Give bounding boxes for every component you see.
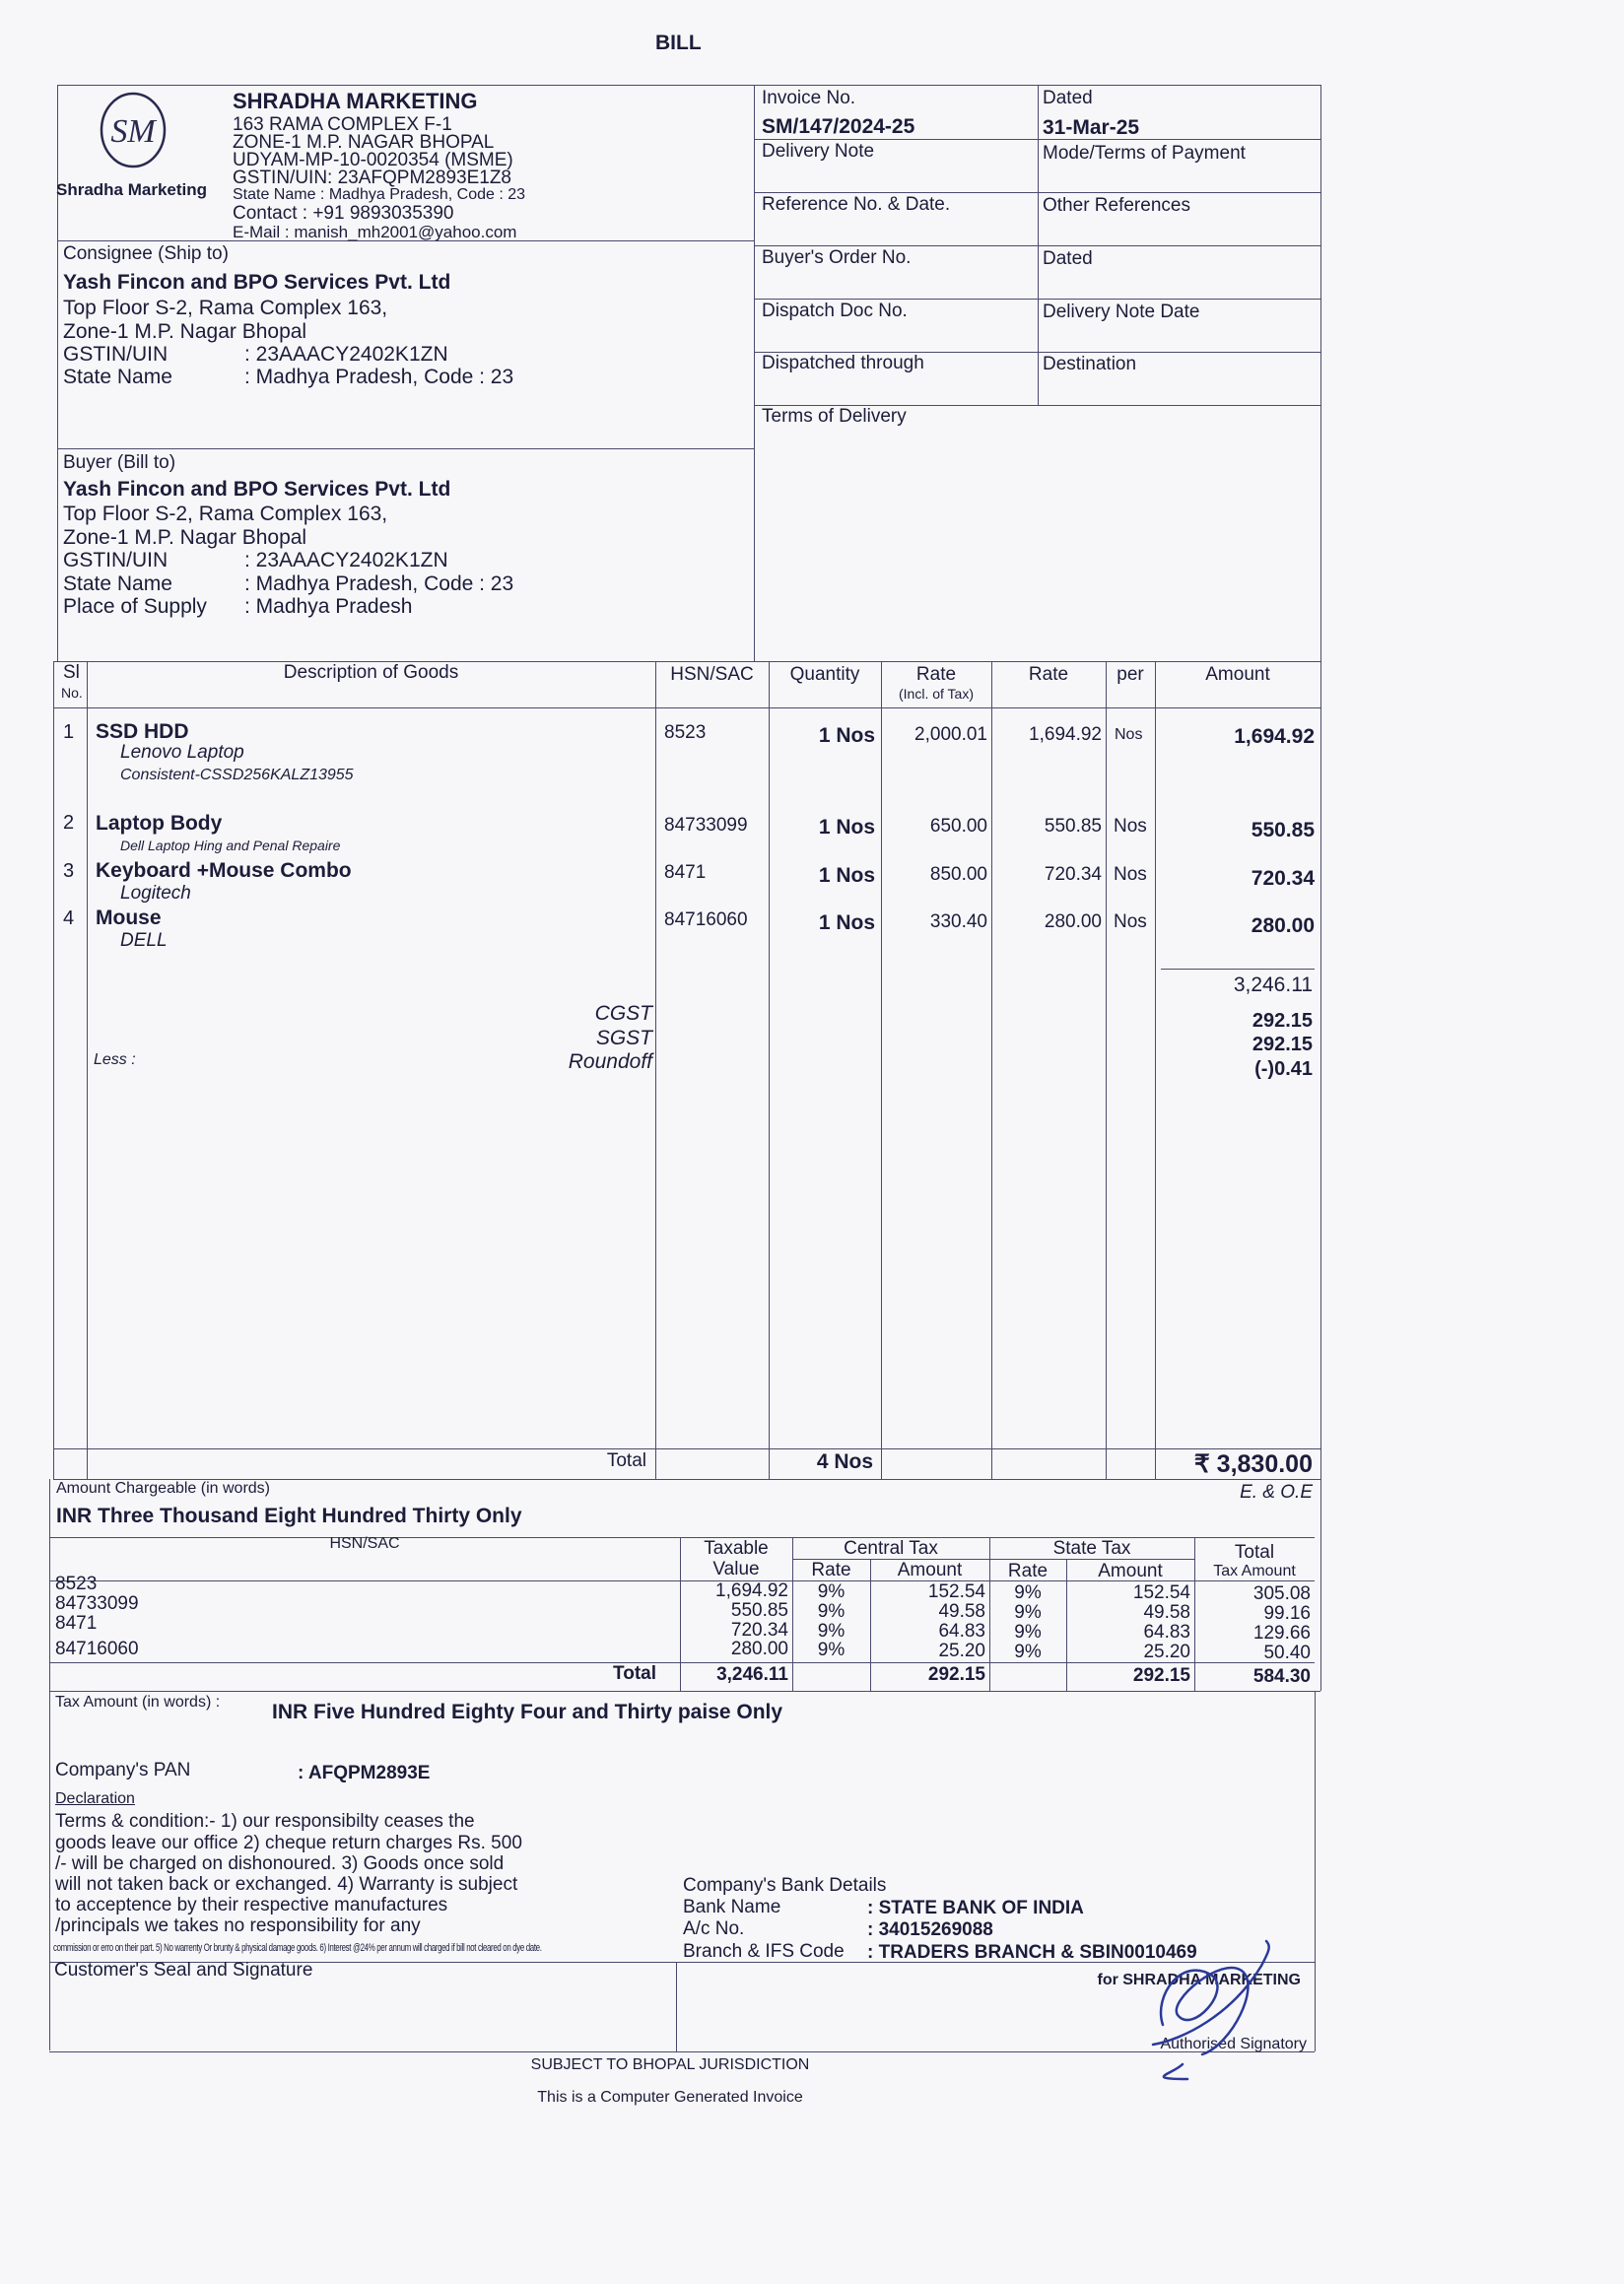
col-amount-header: Amount — [1205, 664, 1270, 685]
tax-words-label: Tax Amount (in words) : — [55, 1694, 221, 1711]
total-qty: 4 Nos — [816, 1450, 873, 1473]
tax-total-label: Total — [613, 1663, 656, 1684]
buyer-address: Zone-1 M.P. Nagar Bhopal — [63, 526, 307, 549]
mode-terms-label: Mode/Terms of Payment — [1043, 143, 1246, 164]
col-hsn-header: HSN/SAC — [670, 664, 754, 685]
item-name: Mouse — [96, 907, 162, 929]
item-per: Nos — [1114, 911, 1147, 932]
cgst-label: CGST — [594, 1002, 652, 1025]
tax-total-amount: 584.30 — [1252, 1666, 1311, 1687]
declaration-line: /- will be charged on dishonoured. 3) Goods once sold — [55, 1853, 505, 1874]
tax-row-state-rate: 9% — [1014, 1582, 1042, 1603]
consignee-state: : Madhya Pradesh, Code : 23 — [244, 366, 514, 388]
tax-row-state-rate: 9% — [1014, 1642, 1042, 1662]
invoice-date: 31-Mar-25 — [1043, 116, 1140, 139]
sgst-amount: 292.15 — [1252, 1034, 1313, 1055]
frame-top — [57, 85, 1320, 86]
frame-left-lower — [49, 1479, 50, 2050]
item-rate-incl: 850.00 — [929, 864, 987, 885]
tax-state-amount-header: Amount — [1098, 1561, 1163, 1581]
handwritten-signature-icon — [1123, 1916, 1281, 2084]
header-divider — [754, 85, 755, 661]
jurisdiction-note: SUBJECT TO BHOPAL JURISDICTION — [530, 2056, 810, 2073]
invoice-no: SM/147/2024-25 — [762, 115, 915, 138]
tax-in-words: INR Five Hundred Eighty Four and Thirty paise Only — [272, 1701, 783, 1723]
col-sl-header: Sl — [63, 662, 80, 683]
amount-in-words: INR Three Thousand Eight Hundred Thirty Only — [56, 1505, 522, 1527]
col-rate-incl-subheader: (Incl. of Tax) — [899, 686, 974, 702]
roundoff-label: Roundoff — [568, 1050, 652, 1073]
consignee-heading: Consignee (Ship to) — [63, 243, 229, 264]
col-quantity-header: Quantity — [789, 664, 860, 685]
consignee-name: Yash Fincon and BPO Services Pvt. Ltd — [63, 271, 451, 294]
less-label: Less : — [94, 1051, 136, 1068]
buyer-state: : Madhya Pradesh, Code : 23 — [244, 572, 514, 595]
declaration-fine-print: commission or erro on their part. 5) No warrenty Or brunty & physical damage goods. 6) Interest @24% per annum will charged if bill not cleared on dye date. — [53, 1942, 542, 1954]
logo-caption: Shradha Marketing — [56, 180, 208, 199]
frame-right-upper — [1320, 85, 1321, 1691]
consignee-address: Zone-1 M.P. Nagar Bhopal — [63, 320, 307, 343]
item-name: Keyboard +Mouse Combo — [96, 859, 352, 882]
amount-words-label: Amount Chargeable (in words) — [56, 1480, 270, 1497]
tax-row-taxable: 720.34 — [730, 1620, 788, 1641]
tax-total-header: Tax Amount — [1213, 1563, 1296, 1579]
pan-label: Company's PAN — [55, 1760, 191, 1780]
bank-account: : 34015269088 — [867, 1919, 993, 1940]
tax-row-central-rate: 9% — [817, 1581, 846, 1602]
tax-taxable-header: Value — [712, 1559, 760, 1579]
item-sl: 4 — [63, 907, 75, 929]
buyer-gstin: : 23AAACY2402K1ZN — [244, 549, 448, 571]
col-rate-divider — [1106, 661, 1107, 1479]
eoe-label: E. & O.E — [1240, 1482, 1313, 1503]
tax-state-header: State Tax — [1052, 1538, 1131, 1559]
tax-state-rate-header: Rate — [1007, 1561, 1049, 1581]
tax-row-state-amount: 49.58 — [1143, 1602, 1190, 1623]
item-sl: 3 — [63, 860, 75, 882]
item-per: Nos — [1114, 864, 1147, 885]
subtotal-line — [1161, 969, 1315, 970]
tax-row-central-rate: 9% — [817, 1601, 846, 1622]
item-name: Laptop Body — [96, 812, 223, 835]
seller-line: UDYAM-MP-10-0020354 (MSME) — [233, 150, 513, 170]
tax-row-central-amount: 25.20 — [938, 1641, 985, 1661]
col-rate-header: Rate — [1028, 664, 1069, 685]
item-amount: 280.00 — [1251, 914, 1315, 937]
item-hsn: 8523 — [664, 722, 707, 743]
item-sl: 2 — [63, 812, 75, 834]
item-hsn: 8471 — [664, 862, 707, 883]
destination-label: Destination — [1043, 354, 1137, 374]
dated-label: Dated — [1043, 88, 1093, 108]
dispatch-doc-label: Dispatch Doc No. — [762, 301, 908, 321]
buyer-gstin-label: GSTIN/UIN — [63, 549, 169, 571]
declaration-line: to acceptence by their respective manufactures — [55, 1895, 448, 1915]
bank-name-label: Bank Name — [683, 1897, 781, 1917]
terms-delivery-label: Terms of Delivery — [762, 406, 907, 427]
item-amount: 1,694.92 — [1234, 725, 1315, 748]
tax-row-state-amount: 152.54 — [1132, 1582, 1190, 1603]
consignee-gstin: : 23AAACY2402K1ZN — [244, 343, 448, 366]
total-row-top-line — [53, 1448, 1320, 1449]
buyer-address: Top Floor S-2, Rama Complex 163, — [63, 503, 388, 525]
item-qty: 1 Nos — [818, 816, 875, 839]
tax-central-rate-header: Rate — [811, 1560, 851, 1580]
tax-table-total-line — [49, 1662, 1315, 1663]
col-rate-incl-header: Rate — [915, 664, 957, 685]
declaration-line: /principals we takes no responsibility for any — [55, 1915, 421, 1936]
authorised-signatory-label: Authorised Signatory — [1160, 2036, 1307, 2052]
col-sl-divider — [87, 661, 88, 1479]
item-per: Nos — [1115, 726, 1143, 743]
tax-row-central-amount: 49.58 — [938, 1601, 985, 1622]
tax-row-hsn: 8471 — [55, 1613, 98, 1634]
buyer-pos: : Madhya Pradesh — [244, 595, 413, 618]
declaration-line: will not taken back or exchanged. 4) Warranty is subject — [55, 1874, 518, 1895]
cgst-amount: 292.15 — [1252, 1010, 1313, 1032]
tax-row-total: 129.66 — [1252, 1623, 1311, 1644]
consignee-bottom-line — [57, 448, 754, 449]
company-logo-icon — [96, 89, 170, 177]
signature-divider — [676, 1962, 677, 2051]
tax-row-central-rate: 9% — [817, 1640, 846, 1660]
tax-subheader-line — [792, 1559, 1194, 1560]
seller-name: SHRADHA MARKETING — [233, 89, 478, 113]
roundoff-amount: (-)0.41 — [1254, 1058, 1313, 1080]
seller-line: 163 RAMA COMPLEX F-1 — [233, 114, 452, 135]
tax-row-hsn: 84733099 — [55, 1593, 139, 1614]
tax-row-state-amount: 64.83 — [1143, 1622, 1190, 1643]
item-sl: 1 — [63, 721, 75, 743]
buyer-name: Yash Fincon and BPO Services Pvt. Ltd — [63, 478, 451, 501]
svg-text:SM: SM — [110, 113, 156, 150]
delivery-note-label: Delivery Note — [762, 141, 875, 162]
bank-name: : STATE BANK OF INDIA — [867, 1898, 1084, 1918]
col-rateincl-divider — [991, 661, 992, 1479]
tax-row-central-amount: 64.83 — [938, 1621, 985, 1642]
item-amount: 550.85 — [1251, 819, 1315, 841]
tax-taxable-header: Taxable — [704, 1538, 769, 1559]
item-subtitle: DELL — [120, 930, 168, 951]
tax-total-header: Total — [1234, 1542, 1275, 1563]
items-header-line — [53, 707, 1320, 708]
item-qty: 1 Nos — [818, 911, 875, 934]
item-qty: 1 Nos — [818, 864, 875, 887]
item-rate: 1,694.92 — [1029, 724, 1102, 745]
reference-label: Reference No. & Date. — [762, 194, 951, 215]
seller-state: State Name : Madhya Pradesh, Code : 23 — [233, 186, 526, 203]
tax-hsn-header: HSN/SAC — [329, 1535, 400, 1552]
buyer-state-label: State Name — [63, 572, 172, 595]
tax-row-taxable: 550.85 — [730, 1600, 788, 1621]
declaration-line: goods leave our office 2) cheque return charges Rs. 500 — [55, 1833, 522, 1853]
tax-row-taxable: 1,694.92 — [715, 1580, 788, 1601]
order-dated-label: Dated — [1043, 248, 1093, 269]
sgst-label: SGST — [595, 1027, 652, 1049]
item-subtitle: Dell Laptop Hing and Penal Repaire — [120, 838, 341, 853]
seller-gstin: GSTIN/UIN: 23AFQPM2893E1Z8 — [233, 168, 511, 188]
frame-left-upper — [57, 85, 58, 661]
dispatched-through-label: Dispatched through — [762, 353, 924, 373]
col-qty-divider — [881, 661, 882, 1479]
grand-total: ₹ 3,830.00 — [1193, 1450, 1313, 1478]
item-rate: 550.85 — [1044, 816, 1102, 837]
tax-row-state-rate: 9% — [1014, 1602, 1042, 1623]
buyer-pos-label: Place of Supply — [63, 595, 207, 618]
item-hsn: 84716060 — [664, 909, 748, 930]
tax-central-amount-header: Amount — [897, 1560, 963, 1580]
invoice-no-label: Invoice No. — [762, 88, 856, 108]
item-rate-incl: 650.00 — [929, 816, 987, 837]
tax-total-central: 292.15 — [927, 1664, 985, 1685]
consignee-address: Top Floor S-2, Rama Complex 163, — [63, 297, 388, 319]
item-subtitle: Lenovo Laptop — [120, 742, 244, 763]
computer-generated-note: This is a Computer Generated Invoice — [537, 2089, 803, 2106]
col-hsn-divider — [769, 661, 770, 1479]
for-company-label: for SHRADHA MARKETING — [1097, 1972, 1301, 1988]
meta-line-3 — [754, 245, 1320, 246]
delivery-note-date-label: Delivery Note Date — [1043, 302, 1200, 322]
item-hsn: 84733099 — [664, 815, 748, 836]
meta-line-4 — [754, 299, 1320, 300]
tax-row-hsn: 84716060 — [55, 1639, 139, 1659]
total-label: Total — [606, 1450, 646, 1471]
tax-total-state: 292.15 — [1132, 1665, 1190, 1686]
frame-right-lower — [1315, 1691, 1316, 2051]
tax-table-bottom-line — [49, 1691, 1320, 1692]
other-references-label: Other References — [1043, 195, 1190, 216]
bank-heading: Company's Bank Details — [683, 1875, 887, 1896]
col-per-header: per — [1116, 664, 1144, 685]
seller-email: E-Mail : manish_mh2001@yahoo.com — [233, 223, 517, 241]
item-per: Nos — [1114, 816, 1147, 837]
tax-row-state-amount: 25.20 — [1143, 1642, 1190, 1662]
item-rate-incl: 330.40 — [929, 911, 987, 932]
item-amount: 720.34 — [1251, 867, 1315, 890]
declaration-heading: Declaration — [55, 1790, 135, 1807]
tax-row-total: 50.40 — [1263, 1643, 1311, 1663]
meta-line-2 — [754, 192, 1320, 193]
tax-row-central-amount: 152.54 — [927, 1581, 985, 1602]
tax-total-taxable: 3,246.11 — [716, 1664, 788, 1685]
pan-value: : AFQPM2893E — [298, 1763, 431, 1783]
item-name: SSD HDD — [96, 720, 189, 743]
tax-row-total: 99.16 — [1263, 1603, 1311, 1624]
bank-branch: : TRADERS BRANCH & SBIN0010469 — [867, 1942, 1197, 1963]
item-subtitle: Logitech — [120, 883, 191, 904]
item-serial: Consistent-CSSD256KALZ13955 — [120, 767, 354, 783]
item-rate-incl: 2,000.01 — [914, 724, 987, 745]
item-rate: 280.00 — [1044, 911, 1102, 932]
subtotal-amount: 3,246.11 — [1233, 974, 1313, 996]
buyers-order-label: Buyer's Order No. — [762, 247, 912, 268]
tax-row-state-rate: 9% — [1014, 1622, 1042, 1643]
item-qty: 1 Nos — [818, 724, 875, 747]
customer-signature-label: Customer's Seal and Signature — [54, 1960, 313, 1981]
seller-contact: Contact : +91 9893035390 — [233, 203, 454, 224]
item-rate: 720.34 — [1044, 864, 1102, 885]
consignee-gstin-label: GSTIN/UIN — [63, 343, 169, 366]
items-top-line — [53, 661, 1320, 662]
bank-branch-label: Branch & IFS Code — [683, 1941, 845, 1962]
meta-line-1 — [754, 139, 1320, 140]
declaration-line: Terms & condition:- 1) our responsibilty ceases the — [55, 1811, 475, 1832]
col-no-header: No. — [61, 685, 83, 701]
consignee-state-label: State Name — [63, 366, 172, 388]
document-title: BILL — [655, 32, 702, 54]
col-description-header: Description of Goods — [283, 662, 459, 683]
frame-left-items — [53, 661, 54, 1479]
bank-account-label: A/c No. — [683, 1918, 745, 1939]
tax-row-taxable: 280.00 — [730, 1639, 788, 1659]
tax-row-hsn: 8523 — [55, 1574, 98, 1594]
tax-central-header: Central Tax — [844, 1538, 938, 1559]
seller-line: ZONE-1 M.P. NAGAR BHOPAL — [233, 132, 495, 153]
col-desc-divider — [655, 661, 656, 1479]
buyer-heading: Buyer (Bill to) — [63, 452, 176, 473]
tax-row-central-rate: 9% — [817, 1621, 846, 1642]
tax-row-total: 305.08 — [1252, 1583, 1311, 1604]
